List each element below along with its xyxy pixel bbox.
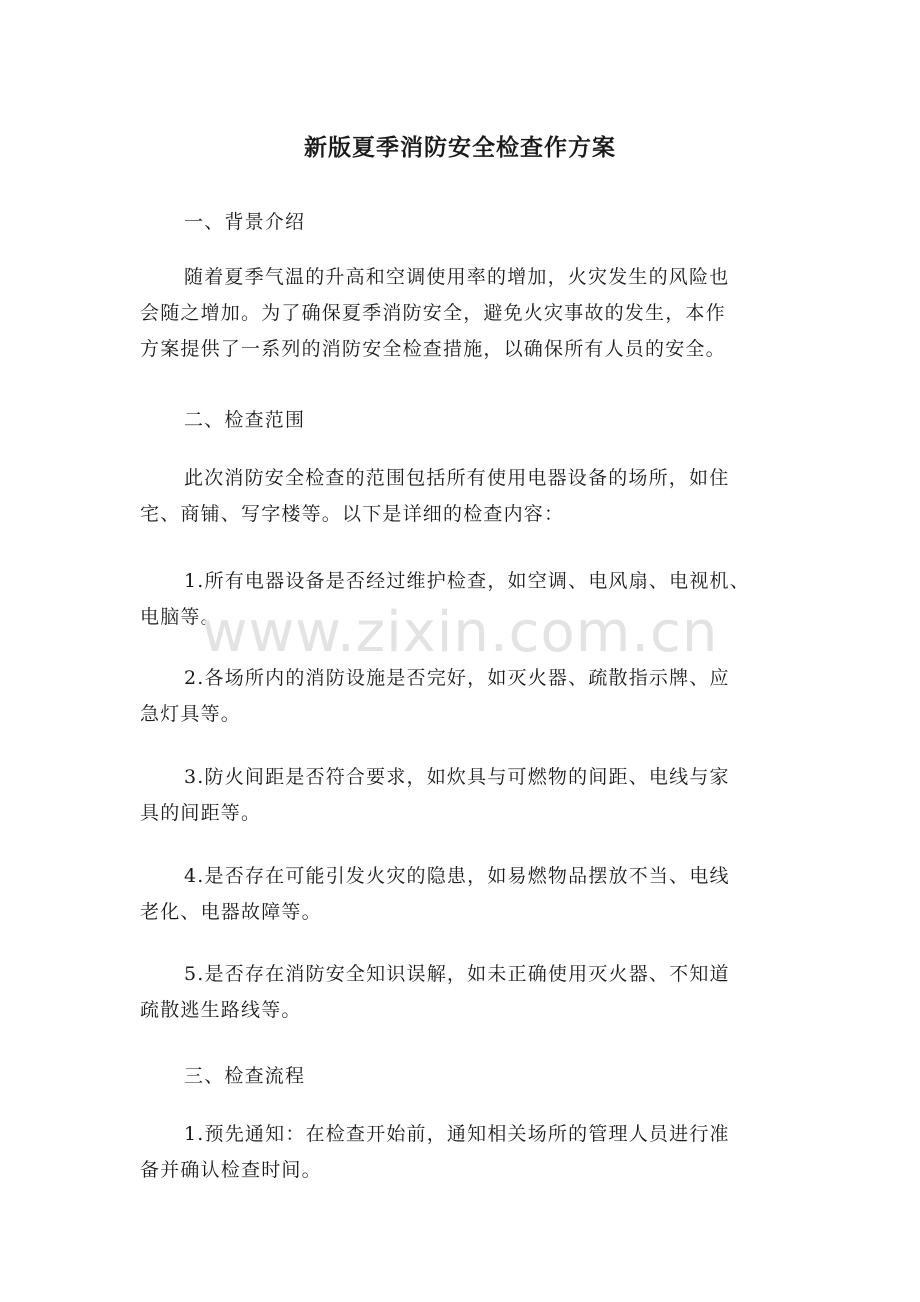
text-line: 急灯具等。: [140, 703, 242, 725]
text-line: 二、检查范围: [184, 409, 306, 431]
text-line: 宅、商铺、写字楼等。以下是详细的检查内容：: [140, 503, 565, 525]
list-item-5: [140, 956, 790, 1028]
list-item-4: [140, 858, 790, 930]
watermark: www.zixin.com.cn: [201, 600, 719, 665]
text-line: 5.是否存在消防安全知识误解，如未正确使用灭火器、不知道: [184, 963, 730, 985]
text-line: 随着夏季气温的升高和空调使用率的增加，火灾发生的风险也: [184, 266, 730, 288]
paragraph-background: [140, 259, 790, 367]
list-item-3: [140, 759, 790, 831]
text-line: 3.防火间距是否符合要求，如炊具与可燃物的间距、电线与家: [184, 766, 730, 788]
text-line: 三、检查流程: [184, 1065, 306, 1087]
section-heading-scope: [140, 402, 790, 438]
text-line: 此次消防安全检查的范围包括所有使用电器设备的场所，如住: [184, 467, 730, 489]
section-heading-process: [140, 1058, 790, 1094]
text-line: 1.所有电器设备是否经过维护检查，如空调、电风扇、电视机、: [184, 570, 750, 592]
text-line: 方案提供了一系列的消防安全检查措施，以确保所有人员的安全。: [140, 338, 726, 360]
document-title: 新版夏季消防安全检查作方案: [304, 135, 616, 161]
paragraph-scope: [140, 460, 790, 532]
text-line: 备并确认检查时间。: [140, 1159, 322, 1181]
text-line: 1.预先通知：在检查开始前，通知相关场所的管理人员进行准: [184, 1123, 730, 1145]
text-line: 具的间距等。: [140, 802, 262, 824]
list-item-1: [140, 563, 790, 635]
list-item-2: [140, 660, 790, 732]
text-line: 一、背景介绍: [184, 211, 306, 233]
process-step-1: [140, 1116, 790, 1188]
text-line: 会随之增加。为了确保夏季消防安全，避免火灾事故的发生，本作: [140, 302, 726, 324]
text-line: 老化、电器故障等。: [140, 901, 322, 923]
text-line: 疏散逃生路线等。: [140, 999, 302, 1021]
text-line: 4.是否存在可能引发火灾的隐患，如易燃物品摆放不当、电线: [184, 865, 730, 887]
section-heading-background: [140, 204, 790, 240]
text-line: 2.各场所内的消防设施是否完好，如灭火器、疏散指示牌、应: [184, 667, 730, 689]
text-line: 电脑等。: [140, 606, 221, 628]
